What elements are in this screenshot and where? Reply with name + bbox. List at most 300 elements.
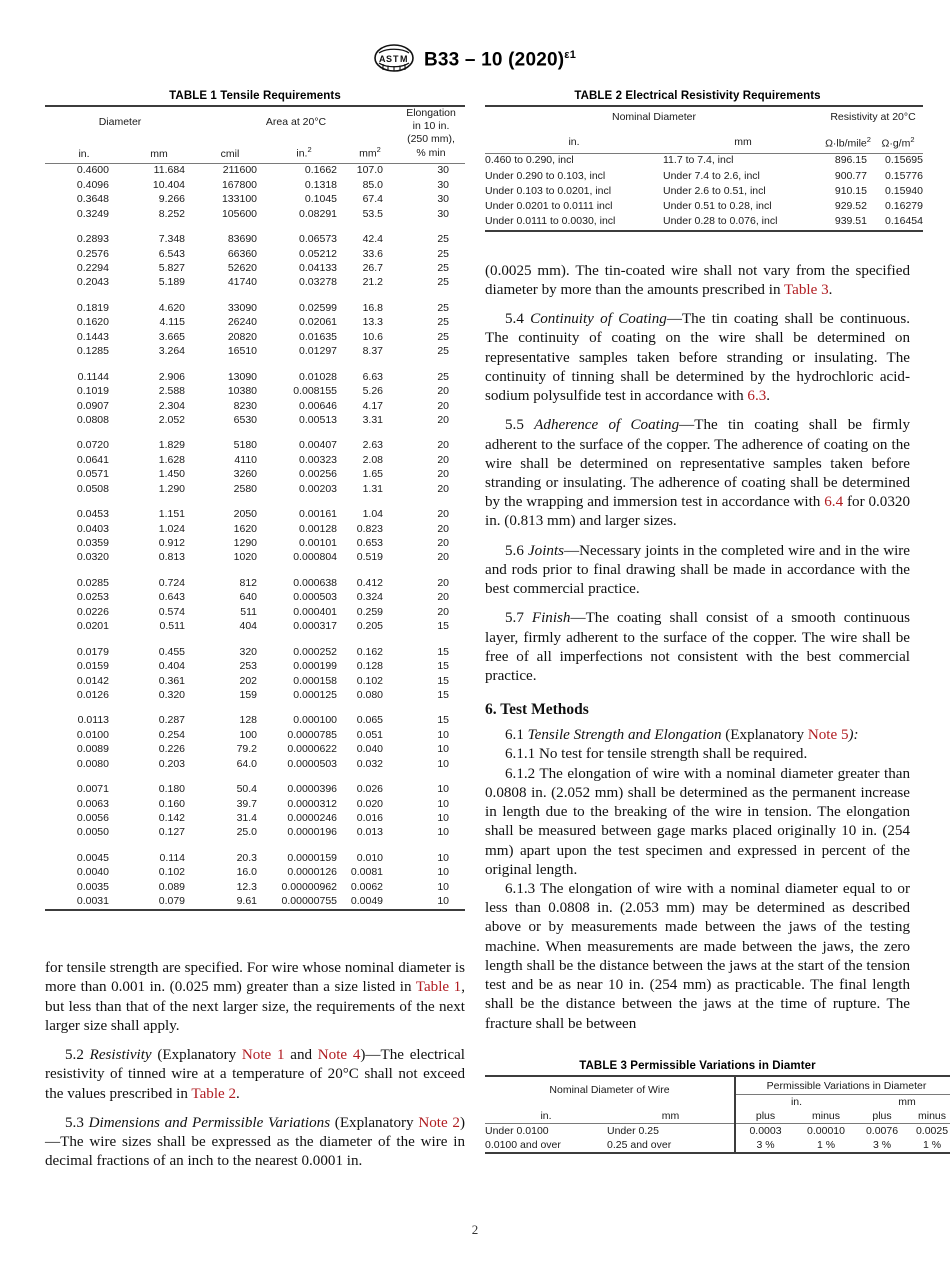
table1-cell: 16.8 [362,301,384,314]
paragraph-6-1 [485,726,910,745]
table1-group-header-row [45,106,465,136]
table1-cell: 25 [437,370,450,383]
table1-cell: 0.162 [356,645,384,658]
table1-cell: 202 [239,674,258,687]
table1-head [45,106,465,163]
left-column [45,90,465,1171]
table1-cell: 0.0049 [350,895,384,908]
table1-cell: 1620 [233,522,258,535]
p1-text-a: for tensile strength are specified. For wire whose nominal diameter is more than 0.001 in. (0.025 mm) greater than a size listed in [45,960,465,996]
table-row [45,247,465,261]
table1-cell: 0.3249 [76,207,109,220]
link-note-4[interactable]: Note 4 [317,1047,361,1064]
table2-cell: 900.77 [834,169,867,182]
table-row [45,783,465,797]
table1-cell: 0.0089 [76,743,109,756]
paragraph-6-1-2: 6.1.2 The elongation of wire with a nominal diameter greater than 0.0808 in. (2.052 mm) shall be determined as the permanent increase in length due to the breaking of the wire in tension. The elongation shall be measured between gage marks placed originally 10 in. (254 mm) apart upon the test specimen and expressed in percent of the original length. [485,765,910,878]
table2-group-nominal-diameter: Nominal Diameter [611,111,697,123]
p54-title: Continuity of Coating [530,311,667,328]
table1-cell: 25 [437,345,450,358]
link-table-3[interactable]: Table 3 [784,281,829,298]
p55-text-a: —The tin coating shall be firmly adherent to the surface of the copper. The adherence of coating on the wire shall be determined on representative samples taken before stranding or insulating. The adherence of coating shall be determined by the wrapping and immersion test in accordance with [485,417,911,511]
table1-cell: 21.2 [362,276,384,289]
table1-cell: 0.0285 [76,576,109,589]
table-row [485,153,923,169]
table1-cell: 25.0 [236,826,258,839]
table-row [45,812,465,826]
table1-cell: 0.00101 [299,537,338,549]
table1-cell: 2580 [233,482,258,495]
table1-cell: 10 [437,812,450,824]
paragraph-continuation [45,959,465,1036]
link-note-5[interactable]: Note 5 [807,727,849,744]
table1-cell: 0.0179 [76,645,109,658]
table-row [45,660,465,674]
p57-title: Finish [531,610,571,627]
table1-cell: 20 [437,413,450,426]
table1-col-mm2-sup: 2 [376,145,381,155]
table-row [485,199,923,214]
table-row [45,728,465,742]
table1-cell: 0.127 [158,826,186,839]
table-row [485,1138,950,1153]
table1-cell: 33090 [227,301,258,314]
table1-col-cmil: cmil [220,147,240,160]
table1-cell: 0.259 [356,605,384,618]
table1-cell: 20 [437,576,450,589]
table1-cell: 1.450 [158,468,186,481]
table1-cell: 0.102 [356,674,384,687]
table-row [45,866,465,880]
table1-cell: 0.226 [158,743,186,756]
table-row [45,316,465,330]
table3-cell: 0.25 and over [607,1138,672,1151]
table3-col-plus-mm: plus [872,1109,892,1122]
table-row [45,605,465,619]
table1-cell: 0.00161 [299,508,338,521]
table1-cell: 0.0253 [76,591,109,604]
table1-cell: 30 [437,193,450,206]
table1-cell: 0.0403 [76,522,109,535]
table-row [45,439,465,453]
table2-col-ohm-g-m2 [873,135,923,153]
table2-electrical-resistivity [485,105,923,232]
table1-cell: 20 [437,522,450,535]
table-row [45,508,465,522]
p55-title: Adherence of Coating [534,417,680,434]
elong-line-3: (250 mm), [407,133,455,146]
table2-cell: 0.15940 [885,184,923,197]
table1-cell: 0.010 [356,851,384,864]
table1-group-spacer [45,497,465,508]
table-row [45,193,465,207]
table1-cell: 0.04133 [299,262,338,274]
table1-cell: 5180 [233,439,258,452]
table-row [45,714,465,728]
table1-cell: 0.0453 [76,508,109,521]
table1-cell: 0.0071 [76,783,109,796]
table2-cell: 896.15 [834,154,867,167]
table1-col-in2-text: in. [296,147,308,160]
table1-cell: 0.724 [158,576,186,589]
table1-cell: 6530 [233,413,258,426]
table1-cell: 83690 [227,233,258,246]
table1-cell: 0.0000126 [287,866,338,879]
table1-cell: 0.000503 [293,591,338,604]
table1-cell: 10 [437,757,450,770]
table1-cell: 0.0035 [76,880,109,893]
table1-cell: 0.00000962 [281,880,338,893]
table-row [45,276,465,290]
table1-cell: 0.1318 [304,178,338,191]
p53-text-a: (Explanatory [330,1114,419,1131]
table1-cell: 211600 [222,164,258,177]
table2-col-4-sup: 2 [910,135,915,144]
table1-cell: 20 [437,591,450,604]
svg-text:M: M [399,54,408,64]
table1-cell: 0.320 [158,688,186,701]
table2-col-3-sup: 2 [866,135,871,144]
table1-cell: 0.0000196 [287,826,338,839]
table1-cell: 25 [437,262,450,274]
table1-cell: 0.0359 [76,537,109,549]
table1-cell: 0.324 [356,591,384,604]
p56-title: Joints [527,542,565,559]
table1-cell: 33.6 [362,247,384,260]
table-row [45,178,465,192]
table1-cell: 4110 [234,453,258,466]
table3-col-in: in. [540,1109,552,1122]
table1-col-in2-sup: 2 [307,145,312,155]
table2-cell: Under 0.290 to 0.103, incl [485,169,606,182]
table1-cell: 0.01028 [299,370,338,383]
table1-cell: 0.032 [356,757,384,770]
p54-number: 5.4 [505,311,531,328]
table1-cell: 0.0571 [76,468,109,481]
table1-cell: 0.1662 [304,164,338,177]
table2-cell: 11.7 to 7.4, incl [663,154,734,167]
table1-cell: 0.051 [356,728,384,741]
table1-cell: 0.0062 [350,880,384,893]
table1-cell: 105600 [221,207,258,220]
table2-body [485,153,923,231]
table1-cell: 640 [239,591,258,604]
table1-cell: 25 [437,247,450,260]
table1-cell: 10 [437,895,450,908]
link-note-1[interactable]: Note 1 [241,1047,285,1064]
table3-cell: 0.00010 [807,1124,845,1137]
table1-cell: 0.00646 [299,399,338,412]
table2-cell: Under 0.28 to 0.076, incl [663,215,778,228]
table3-sub-header-in: in. [735,1094,857,1109]
table1-cell: 10 [437,783,450,796]
table1-cell: 10 [437,851,450,864]
table1-cell: 0.02061 [299,316,338,329]
p61-text-a: (Explanatory [721,727,808,744]
table1-cell: 0.142 [158,812,186,824]
table-row [45,645,465,659]
table-row [45,233,465,247]
table1-cell: 15 [437,714,450,727]
table1-cell: 30 [437,178,450,191]
table2-cell: 0.460 to 0.290, incl [485,154,574,167]
table3-permissible-variations [485,1075,950,1154]
table3-sub-header-mm: mm [898,1095,916,1108]
table1-cell: 0.06573 [299,233,338,246]
table1-cell: 2.08 [362,453,384,466]
table1-cell: 1.628 [158,453,186,466]
table1-cell: 159 [239,688,258,701]
table1-cell: 1.151 [158,508,186,521]
table-row [45,880,465,894]
table1-cell: 8.252 [158,207,186,220]
table3-cell: 3 % [735,1138,795,1153]
table1-cell: 0.013 [356,826,384,839]
table-row [45,330,465,344]
table1-cell: 10 [437,728,450,741]
table1-cell: 0.089 [158,880,186,893]
table1-cell: 0.2294 [76,262,109,274]
table1-caption: TABLE 1 Tensile Requirements [169,90,341,102]
table1-cell: 0.412 [356,576,384,589]
table3-column-header-row [485,1109,950,1124]
table2-cell: Under 0.0111 to 0.0030, incl [485,215,616,228]
table-row [45,591,465,605]
table2-cell: 929.52 [834,200,867,212]
table1-cell: 0.404 [158,660,186,673]
table3-caption: TABLE 3 Permissible Variations in Diamter [579,1059,816,1072]
table3-cell: 0.0003 [735,1123,795,1138]
table1-cell: 1.024 [158,522,186,535]
table1-cell: 0.020 [356,797,384,810]
table1-cell: 0.065 [356,714,384,727]
table1-cell: 0.000100 [293,714,338,727]
table1-cell: 0.02599 [299,301,338,314]
table1-cell: 64.0 [236,757,258,770]
table1-cell: 16510 [227,345,258,358]
table-row [45,522,465,536]
table1-cell: 41740 [227,276,258,289]
table1-cell: 0.4600 [76,164,109,177]
table1-cell: 128 [239,714,258,727]
table1-cell: 0.0641 [76,453,109,466]
table1-cell: 0.823 [356,522,384,535]
table1-cell: 3.264 [158,345,186,358]
table-row [45,370,465,384]
table1-cell: 3.31 [362,413,384,426]
table1-cell: 100 [239,728,258,741]
table1-cell: 20820 [227,330,258,343]
table1-cell: 0.574 [158,605,186,618]
table2-cell: 910.15 [834,184,867,197]
table3-cell: Under 0.25 [607,1124,659,1137]
table1-cell: 0.0000312 [287,797,338,810]
table1-cell: 0.0081 [350,866,384,879]
table1-cell: 25 [437,330,450,343]
table1-cell: 0.03278 [299,276,338,289]
table2-cell: 0.16454 [885,215,923,228]
table1-cell: 0.0000246 [287,812,338,824]
link-table-2[interactable]: Table 2 [191,1085,237,1102]
table-row [45,674,465,688]
table3-header-row-1 [485,1076,950,1095]
table1-cell: 0.912 [158,537,186,549]
table3-col-minus-in: minus [812,1109,841,1122]
table-row [45,262,465,276]
designation-superscript: ε1 [564,49,577,62]
table1-cell: 0.00203 [299,482,338,495]
table2-caption: TABLE 2 Electrical Resistivity Requirements [574,90,821,102]
table1-cell: 66360 [227,247,258,260]
table1-cell: 26240 [227,316,258,329]
table1-group-spacer [45,359,465,370]
document-header [0,44,950,77]
table1-cell: 0.0113 [77,714,109,727]
table1-col-in2 [265,136,343,163]
table1-cell: 0.361 [158,674,186,687]
table2-col-in: in. [568,136,580,149]
paragraph-5-5 [485,416,910,531]
table1-cell: 167800 [221,178,258,191]
table-row [45,551,465,565]
table1-cell: 0.0063 [76,797,109,810]
table1-group-spacer [45,290,465,301]
table1-cell: 20 [437,551,450,564]
table1-cell: 0.000317 [293,620,338,633]
table1-cell: 6.543 [158,247,186,260]
table-row [45,576,465,590]
table1-body [45,163,465,910]
table1-cell: 0.203 [158,757,186,770]
paragraph-5-3 [45,1114,465,1172]
p53-number: 5.3 [65,1114,89,1131]
table1-group-spacer [45,565,465,576]
table1-col-mm: mm [150,147,168,160]
table-row [45,537,465,551]
section-6-heading: 6. Test Methods [485,701,589,719]
paragraph-5-6 [485,542,910,600]
table-row [45,385,465,399]
table1-cell: 0.0000159 [287,851,338,864]
table1-cell: 0.05212 [299,247,338,260]
table1-cell: 0.0226 [76,605,109,618]
link-6-4[interactable]: 6.4 [824,494,844,511]
table1-cell: 20 [437,399,450,412]
table1-cell: 2.588 [158,385,186,398]
table1-cell: 0.1045 [304,193,338,206]
table2-cell: 0.15776 [885,169,923,182]
table1-cell: 2.63 [362,439,384,452]
table1-cell: 0.00407 [299,439,338,452]
table1-cell: 0.1144 [77,370,109,383]
table-row [45,895,465,910]
table1-cell: 1020 [233,551,258,564]
table1-elongation-header [397,106,465,163]
table-row [45,399,465,413]
table3-cell: 1 % [816,1138,836,1151]
p52-mid: and [284,1047,318,1064]
table1-cell: 10 [437,797,450,810]
table-row [45,826,465,840]
table2-cell: 939.51 [834,215,867,228]
table-row [45,620,465,634]
table1-cell: 0.4096 [76,178,109,191]
table1-cell: 42.4 [362,233,384,246]
table1-cell: 15 [437,688,450,701]
table1-col-mm2 [343,136,397,163]
table1-cell: 25 [437,233,450,246]
table-row [485,184,923,199]
table1-cell: 10.404 [152,178,186,191]
table2-cell: 0.16279 [885,200,923,212]
table1-cell: 4.17 [362,399,384,412]
table1-cell: 0.00256 [299,468,338,481]
table3-col-mm: mm [661,1109,680,1122]
table1-cell: 31.4 [236,812,258,824]
table-row [45,301,465,315]
table1-cell: 0.653 [356,537,384,549]
table1-cell: 0.0720 [76,439,109,452]
table1-cell: 1.04 [362,508,384,521]
table1-cell: 0.1019 [76,385,109,398]
elong-line-1: Elongation [406,107,456,119]
table1-cell: 6.63 [362,370,384,383]
table1-cell: 1.65 [362,468,384,481]
table1-group-spacer [45,222,465,233]
table1-cell: 0.0000396 [287,783,338,796]
p1-text-b: , but less than that of the next larger size, the requirements of the next larger size shall apply. [45,979,465,1034]
table1-cell: 0.0000503 [287,757,338,770]
table1-cell: 11.684 [153,164,186,177]
table1-cell: 8.37 [362,345,384,358]
table-row [45,757,465,771]
table1-cell: 10 [437,743,450,756]
table1-cell: 13090 [227,370,258,383]
table1-cell: 107.0 [356,164,384,177]
table2-cell: Under 2.6 to 0.51, incl [663,184,766,197]
link-note-2[interactable]: Note 2 [418,1114,460,1131]
table2-cell: 0.15695 [885,154,923,167]
table1-cell: 0.000401 [293,605,338,618]
link-6-3[interactable]: 6.3 [747,388,767,405]
p54-text-b: . [766,388,771,405]
table1-cell: 67.4 [362,193,384,206]
table1-cell: 0.0907 [76,399,109,412]
right-body-text [485,262,910,1034]
rp1-text-a: (0.0025 mm). The tin-coated wire shall not vary from the specified diameter by more than the amounts prescribed in [485,262,910,298]
table1-cell: 5.189 [158,276,186,289]
table1-cell: 4.115 [159,316,186,329]
table-row [45,413,465,427]
table3-cell: 0.0076 [865,1124,899,1137]
table3-cell: 0.0100 and over [485,1138,561,1151]
table1-cell: 511 [240,605,258,618]
table1-cell: 39.7 [236,797,258,810]
table1-cell: 2050 [233,508,258,521]
table-row [45,797,465,811]
table3-cell: 0.0025 [915,1124,949,1137]
table1-cell: 0.0201 [76,620,109,633]
link-table-1[interactable]: Table 1 [415,979,462,996]
table1-cell: 15 [437,660,450,673]
table1-cell: 253 [239,660,258,673]
table-row [45,207,465,221]
table1-cell: 0.1819 [76,301,109,314]
table1-cell: 0.128 [356,660,384,673]
table1-cell: 2.906 [158,370,186,383]
table1-cell: 0.000804 [293,551,338,564]
table1-cell: 0.455 [158,645,186,658]
